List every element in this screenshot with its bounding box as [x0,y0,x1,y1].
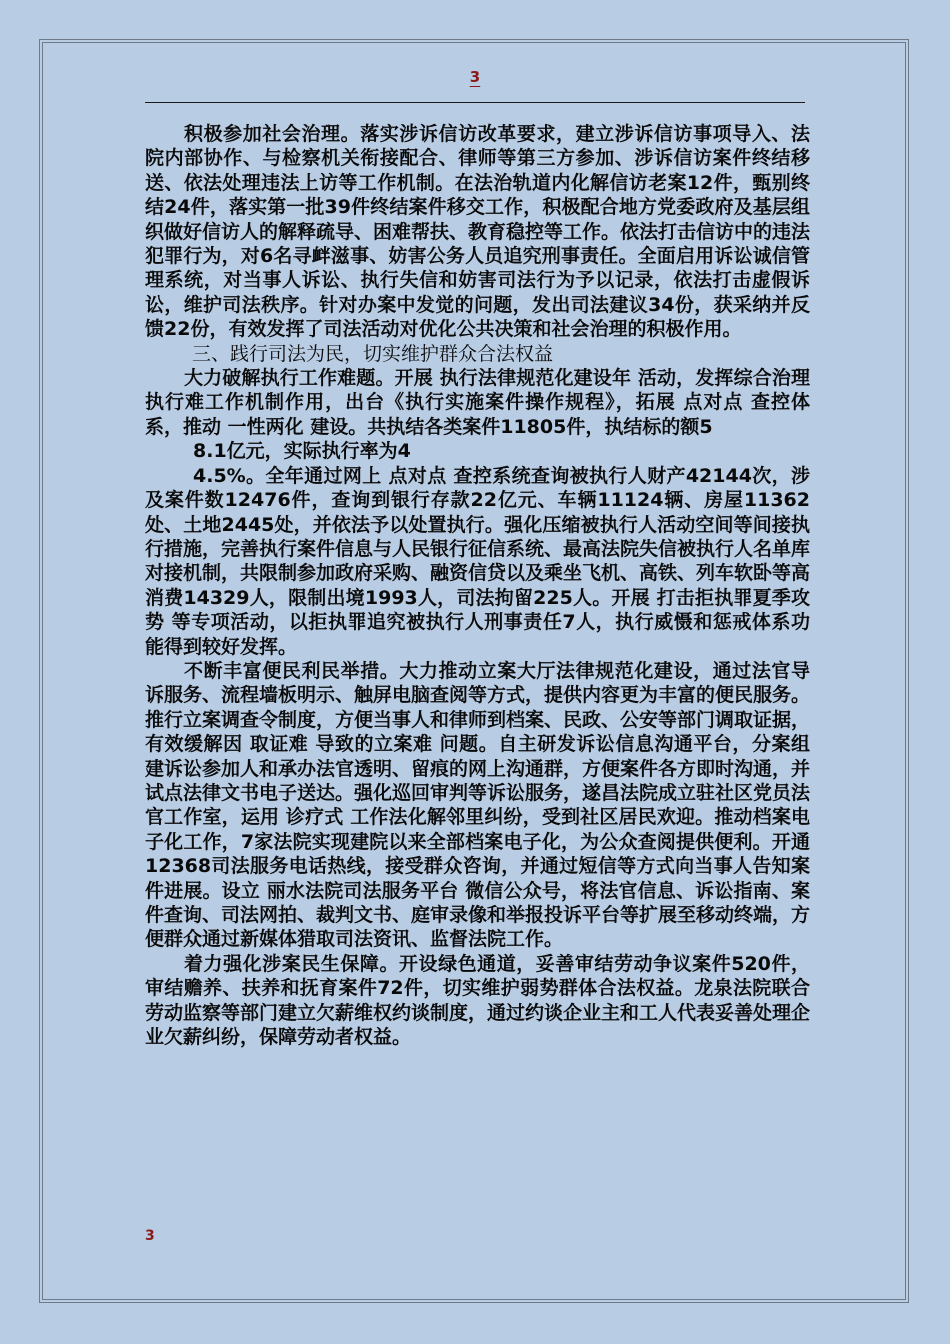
header-page-number: 3 [469,68,481,86]
section-heading: 三、践行司法为民，切实维护群众合法权益 [192,342,554,365]
paragraph-convenience-measures: 不断丰富便民利民举措。大力推动立案大厅法律规范化建设，通过法官导诉服务、流程墙板明示、触屏电脑查阅等方式，提供内容更为丰富的便民服务。推行立案调查令制度，方便当事人和律师到档案、民政、公安等部门调取证据，有效缓解因 取证难 导致的立案难 问题。自主研发诉讼信息沟通平台，分案组建诉讼参加人和承办法官透明、留痕的网上沟通群，方便案件各方即时沟通，并试点法律文书电子送达。强化巡回审判等诉讼服务，遂昌法院成立驻社区党员法官工作室，运用 诊疗式 工作法化解邻里纠纷，受到社区居民欢迎。推动档案电子化工作，7家法院实现建院以来全部档案电子化，为公众查阅提供便利。开通12368司法服务电话热线，接受群众咨询，并通过短信等方式向当事人告知案件进展。设立 丽水法院司法服务平台 微信公众号，将法官信息、诉讼指南、案件查询、司法网拍、裁判文书、庭审录像和举报投诉平台等扩展至移动终端，方便群众通过新媒体猎取司法资讯、监督法院工作。 [145,659,811,951]
paragraph-enforcement-details: 4.5%。全年通过网上 点对点 查控系统查询被执行人财产42144次，涉及案件数12476件，查询到银行存款22亿元、车辆11124辆、房屋11362处、土地2445处，并依法予以处置执行。强化压缩被执行人活动空间等间接执行措施，完善执行案件信息与人民银行征信系统、最高法院失信被执行人名单库对接机制，共限制参加政府采购、融资信贷以及乘坐飞机、高铁、列车软卧等高消费14329人，限制出境1993人，司法拘留225人。开展 打击拒执罪夏季攻势 等专项活动，以拒执罪追究被执行人刑事责任7人，执行威慑和惩戒体系功能得到较好发挥。 [145,464,811,658]
footer-page-number: 3 [145,1228,155,1244]
document-body [145,122,810,1049]
paragraph-social-governance: 积极参加社会治理。落实涉诉信访改革要求，建立涉诉信访事项导入、法院内部协作、与检察机关衔接配合、律师等第三方参加、涉诉信访案件终结移送、依法处理违法上访等工作机制。在法治轨道内化解信访老案12件，甄别终结24件，落实第一批39件终结案件移交工作，积极配合地方党委政府及基层组织做好信访人的解释疏导、困难帮扶、教育稳控等工作。依法打击信访中的违法犯罪行为，对6名寻衅滋事、妨害公务人员追究刑事责任。全面启用诉讼诚信管理系统，对当事人诉讼、执行失信和妨害司法行为予以记录，依法打击虚假诉讼，维护司法秩序。针对办案中发觉的问题，发出司法建议34份，获采纳并反馈22份，有效发挥了司法活动对优化公共决策和社会治理的积极作用。 [145,123,811,341]
paragraph-enforcement: 大力破解执行工作难题。开展 执行法律规范化建设年 活动，发挥综合治理执行难工作机制作用，出台《执行实施案件操作规程》，拓展 点对点 查控体系，推动 一性两化 建设。共执结各类案件11805件，执结标的额5 [145,367,810,438]
paragraph-livelihood-protection: 着力强化涉案民生保障。开设绿色通道，妥善审结劳动争议案件520件，审结赡养、扶养和抚育案件72件，切实维护弱势群体合法权益。龙泉法院联合劳动监察等部门建立欠薪维权约谈制度，通过约谈企业主和工人代表妥善处理企业欠薪纠纷，保障劳动者权益。 [145,952,811,1049]
page-header [145,62,805,103]
paragraph-enforcement-amount: 8.1亿元，实际执行率为4 [193,440,411,463]
